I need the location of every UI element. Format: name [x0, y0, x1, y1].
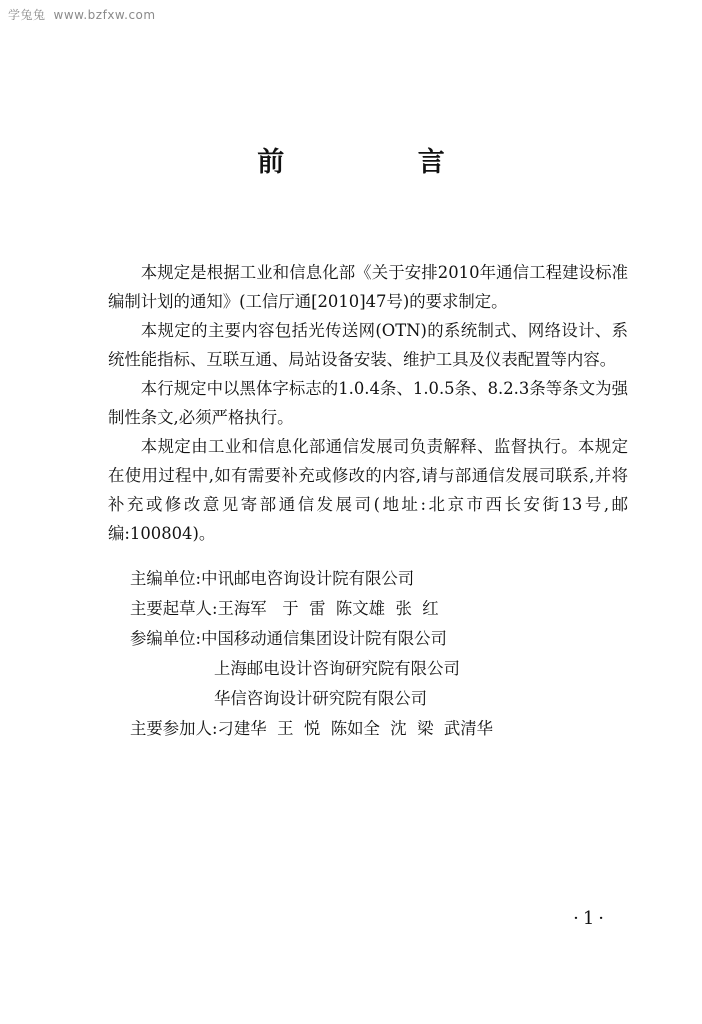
- watermark-site-name: 学兔兔: [8, 8, 46, 22]
- chief-editor-unit: 主编单位:中讯邮电咨询设计院有限公司: [130, 569, 415, 588]
- participating-unit-1: 参编单位:中国移动通信集团设计院有限公司: [130, 629, 447, 648]
- main-participants: 主要参加人:刁建华 王 悦 陈如全 沈 梁 武清华: [130, 719, 494, 738]
- watermark: [8, 6, 156, 23]
- paragraph-mandatory: 本行规定中以黑体字标志的1.0.4条、1.0.5条、8.2.3条等条文为强制性条文,必须严格执行。: [108, 379, 628, 427]
- watermark-url: www.bzfxw.com: [53, 8, 156, 22]
- participating-unit-3: 华信咨询设计研究院有限公司: [214, 689, 428, 708]
- paragraph-content: 本规定的主要内容包括光传送网(OTN)的系统制式、网络设计、系统性能指标、互联互通、局站设备安装、维护工具及仪表配置等内容。: [108, 321, 628, 369]
- main-drafters: 主要起草人:王海军 于 雷 陈文雄 张 红: [130, 599, 439, 618]
- preface-body: [108, 258, 628, 548]
- paragraph-interpretation: 本规定由工业和信息化部通信发展司负责解释、监督执行。本规定在使用过程中,如有需要补充或修改的内容,请与部通信发展司联系,并将补充或修改意见寄部通信发展司(地址:北京市西长安街13号,邮编:100804)。: [108, 437, 628, 543]
- credits-block: [130, 564, 493, 744]
- page-title: 前 言: [257, 147, 507, 178]
- paragraph-basis: 本规定是根据工业和信息化部《关于安排2010年通信工程建设标准编制计划的通知》(工信厅通[2010]47号)的要求制定。: [108, 263, 628, 311]
- page-number: ·1·: [573, 908, 608, 929]
- participating-unit-2: 上海邮电设计咨询研究院有限公司: [214, 659, 460, 678]
